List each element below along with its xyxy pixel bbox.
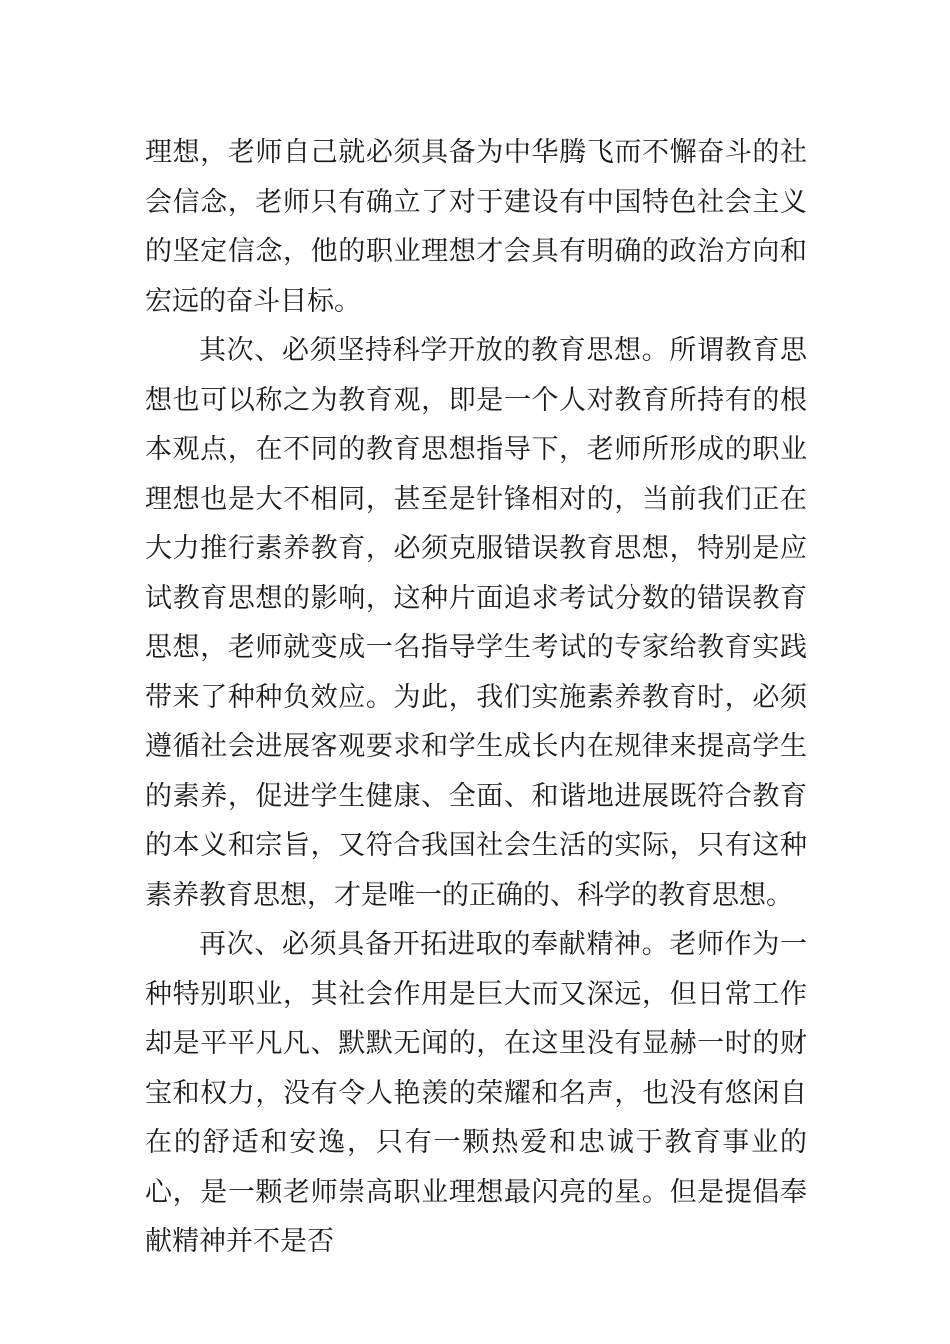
paragraph-continuation: 理想，老师自己就必须具备为中华腾飞而不懈奋斗的社会信念，老师只有确立了对于建设有中国特色社会主义的坚定信念，他的职业理想才会具有明确的政治方向和宏远的奋斗目标。	[145, 137, 807, 317]
document-body	[145, 128, 807, 1267]
paragraph-dedication-spirit: 再次、必须具备开拓进取的奉献精神。老师作为一种特别职业，其社会作用是巨大而又深远，但日常工作却是平平凡凡、默默无闻的，在这里没有显赫一时的财宝和权力，没有令人艳羡的荣耀和名声，也没有悠闲自在的舒适和安逸，只有一颗热爱和忠诚于教育事业的心，是一颗老师崇高职业理想最闪亮的星。但是提倡奉献精神并不是否	[145, 929, 807, 1257]
paragraph-teaching-thought: 其次、必须坚持科学开放的教育思想。所谓教育思想也可以称之为教育观，即是一个人对教育所持有的根本观点，在不同的教育思想指导下，老师所形成的职业理想也是大不相同，甚至是针锋相对的，当前我们正在大力推行素养教育，必须克服错误教育思想，特别是应试教育思想的影响，这种片面追求考试分数的错误教育思想，老师就变成一名指导学生考试的专家给教育实践带来了种种负效应。为此，我们实施素养教育时，必须遵循社会进展客观要求和学生成长内在规律来提高学生的素养，促进学生健康、全面、和谐地进展既符合教育的本义和宗旨，又符合我国社会生活的实际，只有这种素养教育思想，才是唯一的正确的、科学的教育思想。	[145, 335, 807, 911]
